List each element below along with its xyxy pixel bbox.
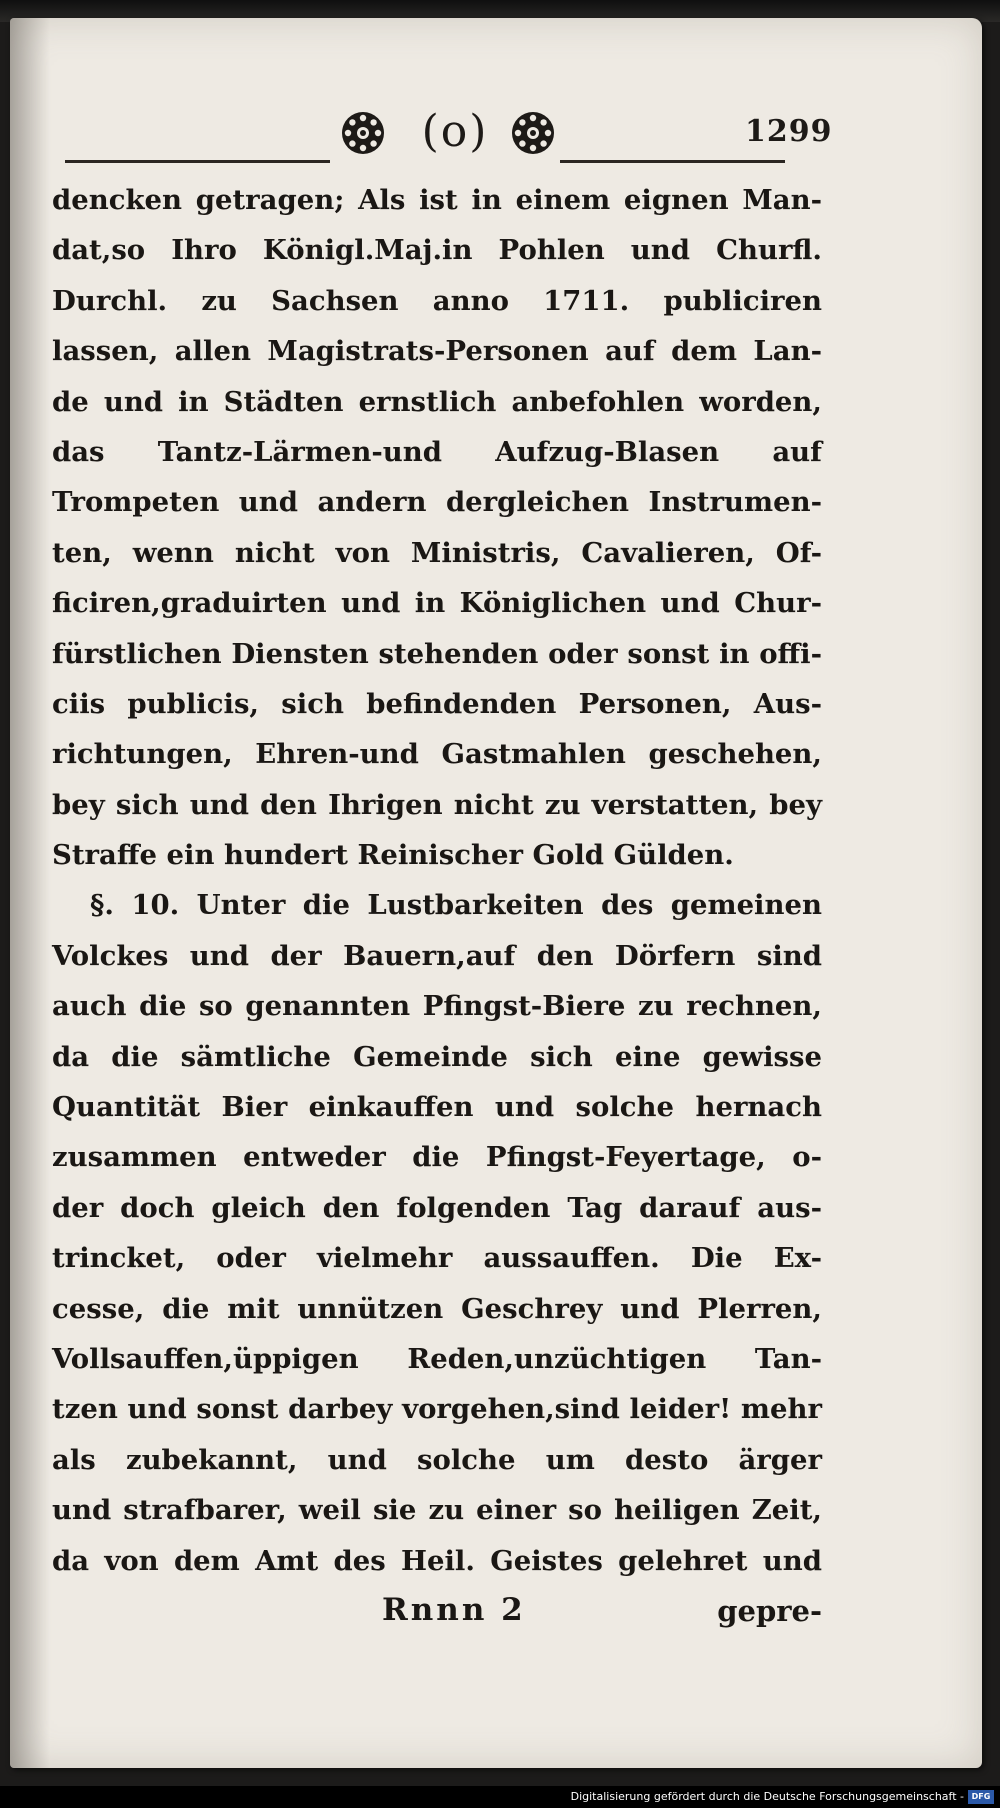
text-line: de und in Städten ernstlich anbefohlen worden, xyxy=(52,385,822,418)
credit-text: Digitalisierung gefördert durch die Deutsche Forschungsgemeinschaft - xyxy=(570,1790,964,1803)
text-line: da die sämtliche Gemeinde sich eine gewisse xyxy=(52,1040,822,1073)
text-line: dat,so Ihro Königl.Maj.in Pohlen und Churfl. xyxy=(52,234,822,267)
credit-bar xyxy=(0,1786,1000,1808)
gutter-shadow xyxy=(10,18,50,1768)
text-line: fürstlichen Diensten stehenden oder sonst in offi- xyxy=(52,637,822,670)
text-line: zusammen entweder die Pfingst-Feyertage, o- xyxy=(52,1141,822,1174)
rosette-icon xyxy=(510,110,556,156)
header-rule-left xyxy=(65,160,330,163)
signature-mark: Rnnn 2 xyxy=(382,1592,526,1628)
text-line: cesse, die mit unnützen Geschrey und Plerren, xyxy=(52,1292,822,1325)
text-line: lassen, allen Magistrats-Personen auf dem Lan- xyxy=(52,335,822,368)
body-text xyxy=(52,175,822,1586)
text-line: dencken getragen; Als ist in einem eignen Man- xyxy=(52,184,822,216)
text-line: der doch gleich den folgenden Tag darauf aus- xyxy=(52,1191,822,1224)
text-line: ciis publicis, sich befindenden Personen, Aus- xyxy=(52,687,822,720)
catchword: gepre- xyxy=(717,1594,822,1628)
dfg-logo: DFG xyxy=(968,1790,994,1804)
page-footer xyxy=(52,1592,822,1652)
text-line: tzen und sonst darbey vorgehen,sind leider! mehr xyxy=(52,1393,822,1426)
text-line: Trompeten und andern dergleichen Instrumen- xyxy=(52,486,822,519)
header-rule-right xyxy=(560,160,785,163)
paragraph-start-line: §. 10. Unter die Lustbarkeiten des gemeinen xyxy=(90,889,822,922)
text-line: Vollsauffen,üppigen Reden,unzüchtigen Tan- xyxy=(52,1342,822,1375)
text-line: ten, wenn nicht von Ministris, Cavalieren, Of- xyxy=(52,536,822,569)
text-line: als zubekannt, und solche um desto ärger xyxy=(52,1443,822,1476)
text-line: das Tantz-Lärmen-und Aufzug-Blasen auf xyxy=(52,435,822,468)
text-line: bey sich und den Ihrigen nicht zu verstatten, bey xyxy=(52,788,822,821)
page-number: 1299 xyxy=(745,114,833,149)
rosette-icon xyxy=(340,110,386,156)
text-line: Quantität Bier einkauffen und solche hernach xyxy=(52,1091,822,1124)
text-line: Durchl. zu Sachsen anno 1711. publiciren xyxy=(52,284,822,317)
text-line: Straffe ein hundert Reinischer Gold Gülden. xyxy=(52,839,734,872)
text-line: auch die so genannten Pfingst-Biere zu rechnen, xyxy=(52,990,822,1023)
text-line: trincket, oder vielmehr aussauffen. Die Ex- xyxy=(52,1242,822,1275)
text-line: ficiren,graduirten und in Königlichen und Chur- xyxy=(52,587,822,620)
text-line: Volckes und der Bauern,auf den Dörfern sind xyxy=(52,939,822,972)
text-line: da von dem Amt des Heil. Geistes gelehret und xyxy=(52,1544,822,1577)
page-header xyxy=(55,102,835,172)
text-line: richtungen, Ehren-und Gastmahlen geschehen, xyxy=(52,738,822,771)
header-mark: (o) xyxy=(421,106,489,157)
text-line: und strafbarer, weil sie zu einer so heiligen Zeit, xyxy=(52,1494,822,1527)
